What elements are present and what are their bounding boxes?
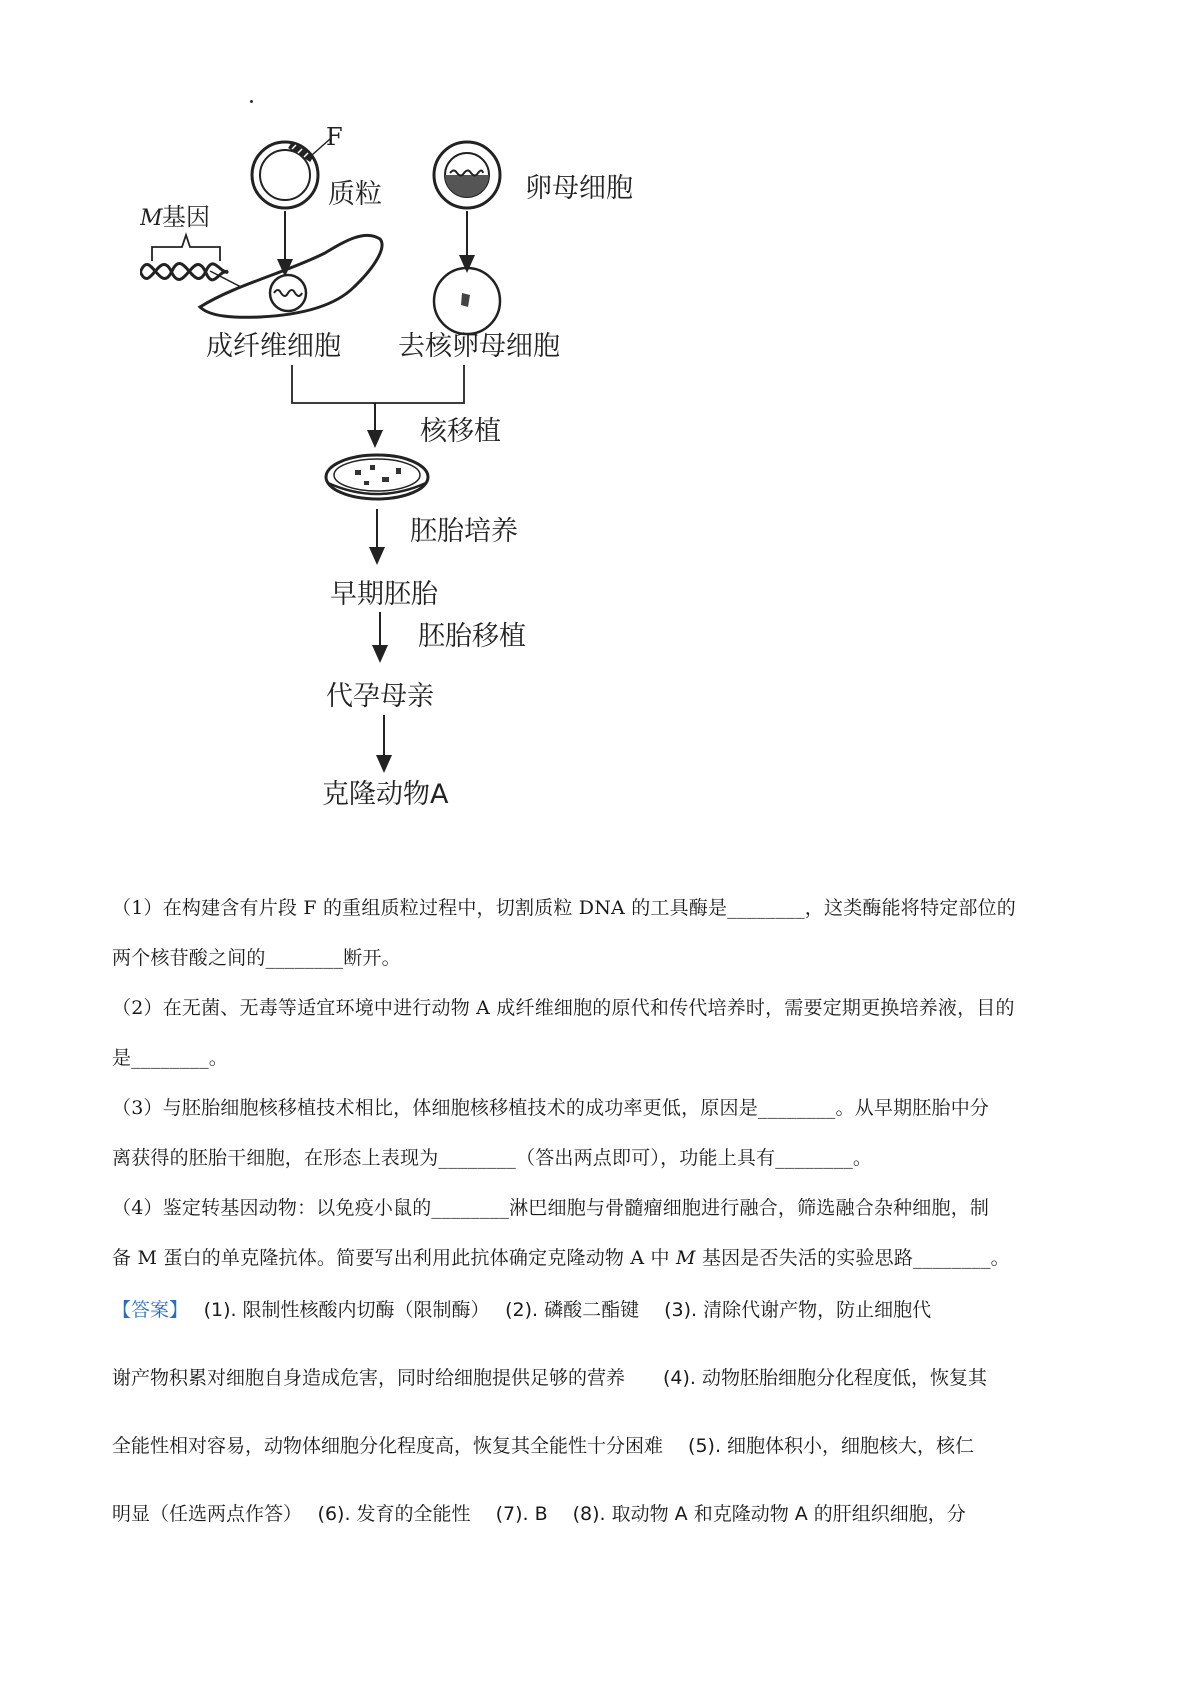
- embryo-culture-label: 胚胎培养: [410, 516, 518, 547]
- m-gene-italic-inline: M: [675, 1247, 696, 1269]
- cloned-animal-label: 克隆动物A: [322, 779, 449, 810]
- question-1-line-2: 两个核苷酸之间的________断开。: [112, 947, 401, 969]
- embryo-transfer-label: 胚胎移植: [418, 621, 526, 652]
- stray-dot: [250, 100, 253, 103]
- surrogate-mother-label: 代孕母亲: [326, 681, 434, 712]
- question-4-line-2: 备 M 蛋白的单克隆抗体。简要写出利用此抗体确定克隆动物 A 中 M 基因是否失活的实验思路________。: [112, 1247, 1010, 1269]
- answer-block: [112, 1276, 1102, 1548]
- merge-connector: [292, 365, 464, 403]
- answer-line-4: 明显（任选两点作答） (6). 发育的全能性 (7). B (8). 取动物 A 和克隆动物 A 的肝组织细胞，分: [112, 1503, 966, 1525]
- answer-line-2: 谢产物积累对细胞自身造成危害，同时给细胞提供足够的营养 (4). 动物胚胎细胞分化程度低，恢复其: [112, 1367, 987, 1389]
- oocyte-label: 卵母细胞: [525, 173, 633, 204]
- early-embryo-label: 早期胚胎: [330, 579, 438, 610]
- question-3-line-1: （3）与胚胎细胞核移植技术相比，体细胞核移植技术的成功率更低，原因是________。从早期胚胎中分: [112, 1097, 990, 1119]
- nuclear-transfer-label: 核移植: [420, 416, 501, 447]
- m-gene-label: 基因: [162, 203, 210, 231]
- question-1-line-1: （1）在构建含有片段 F 的重组质粒过程中，切割质粒 DNA 的工具酶是________，这类酶能将特定部位的: [112, 897, 1017, 919]
- flowchart-svg: [140, 125, 720, 880]
- cloning-flowchart: [140, 125, 720, 880]
- plasmid-icon: [252, 139, 330, 208]
- m-gene-italic: M: [140, 206, 163, 231]
- fibroblast-label: 成纤维细胞: [206, 331, 341, 362]
- m-gene-bracket: [152, 235, 220, 261]
- plasmid-label: 质粒: [328, 179, 382, 210]
- oocyte-icon: [434, 142, 500, 208]
- question-2-line-2: 是________。: [112, 1047, 229, 1069]
- answer-line-3: 全能性相对容易，动物体细胞分化程度高，恢复其全能性十分困难 (5). 细胞体积小，细胞核大，核仁: [112, 1435, 975, 1457]
- dna-helix-icon: [140, 263, 228, 279]
- answer-line-1: 【答案】 (1). 限制性核酸内切酶（限制酶） (2). 磷酸二酯键 (3). 清除代谢产物，防止细胞代: [112, 1299, 932, 1321]
- question-3-line-2: 离获得的胚胎干细胞，在形态上表现为________（答出两点即可），功能上具有________。: [112, 1147, 873, 1169]
- question-4-line-1: （4）鉴定转基因动物：以免疫小鼠的________淋巴细胞与骨髓瘤细胞进行融合，筛选融合杂种细胞，制: [112, 1197, 990, 1219]
- question-block: [112, 883, 1102, 1283]
- petri-dish-icon: [326, 455, 428, 499]
- question-2-line-1: （2）在无菌、无毒等适宜环境中进行动物 A 成纤维细胞的原代和传代培养时，需要定期更换培养液，目的: [112, 997, 1015, 1019]
- f-fragment-label: F: [326, 125, 343, 151]
- enucleated-oocyte-label: 去核卵母细胞: [398, 331, 560, 362]
- enucleated-oocyte-icon: [434, 268, 500, 334]
- answer-tag: 【答案】: [112, 1299, 179, 1321]
